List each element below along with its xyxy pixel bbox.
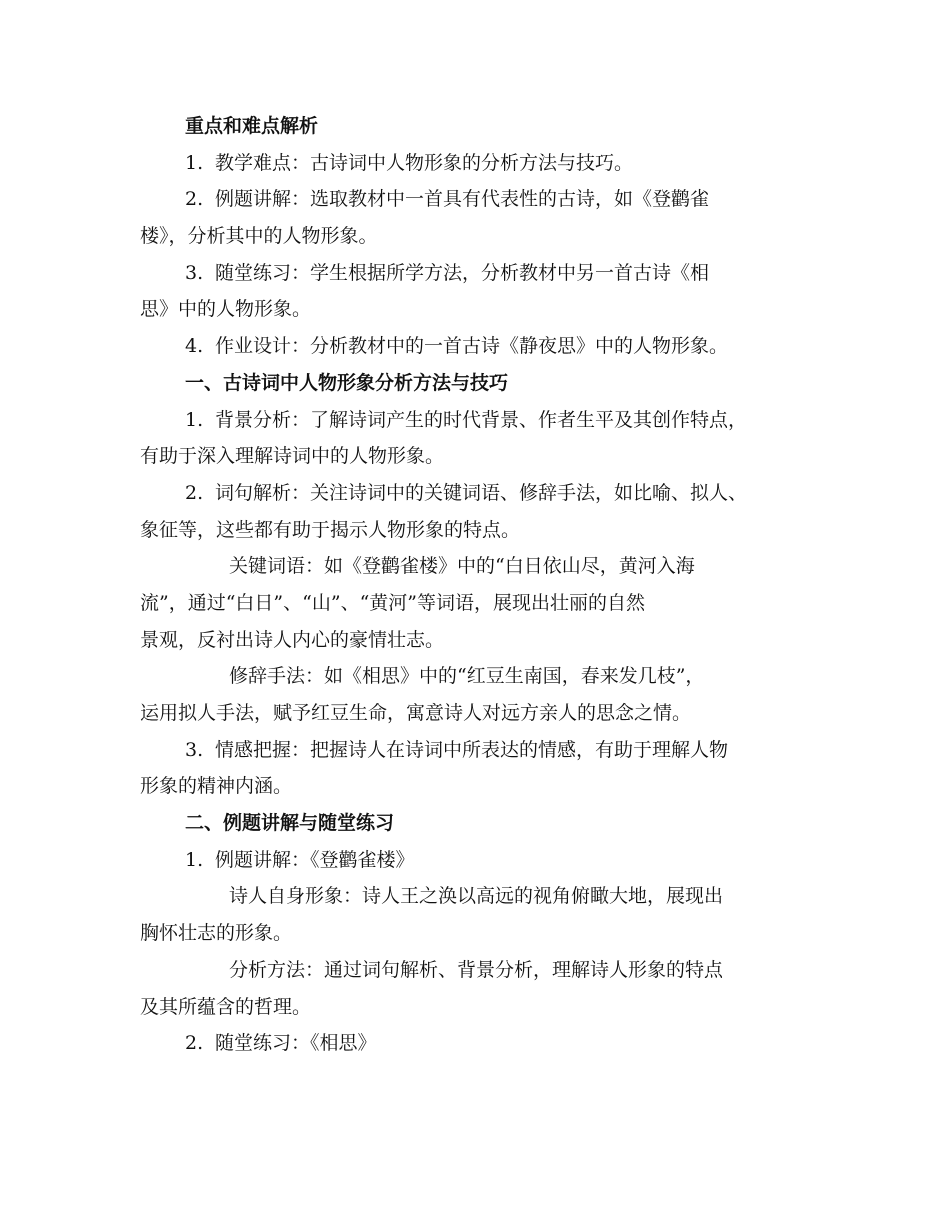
section-2-poet-image-line-2: 胸怀壮志的形象。	[140, 922, 293, 945]
section-1-item-2-continued: 象征等，这些都有助于揭示人物形象的特点。	[140, 518, 521, 541]
section-1-item-1-continued: 有助于深入理解诗词中的人物形象。	[140, 445, 445, 468]
key-item-2-continued: 楼》，分析其中的人物形象。	[140, 225, 378, 248]
key-item-2: 2. 例题讲解：选取教材中一首具有代表性的古诗，如《登鹳雀	[185, 188, 710, 211]
document-page	[140, 108, 820, 1062]
section-1-keywords-line-1: 关键词语：如《登鹳雀楼》中的“白日依山尽，黄河入海	[229, 555, 695, 578]
section-1-item-3-continued: 形象的精神内涵。	[140, 775, 293, 798]
section-1-title: 一、古诗词中人物形象分析方法与技巧	[185, 371, 509, 394]
section-2-method-line-2: 及其所蕴含的哲理。	[140, 995, 312, 1018]
key-item-3: 3. 随堂练习：学生根据所学方法，分析教材中另一首古诗《相	[185, 261, 710, 284]
section-2-title: 二、例题讲解与随堂练习	[185, 812, 395, 835]
key-item-1: 1. 教学难点：古诗词中人物形象的分析方法与技巧。	[185, 151, 634, 174]
key-item-3-continued: 思》中的人物形象。	[140, 298, 312, 321]
heading-key-points: 重点和难点解析	[185, 115, 319, 137]
section-1-keywords-line-3: 景观，反衬出诗人内心的豪情壮志。	[140, 628, 445, 651]
section-1-item-1: 1. 背景分析：了解诗词产生的时代背景、作者生平及其创作特点，	[185, 408, 748, 431]
section-1-rhetoric-line-2: 运用拟人手法，赋予红豆生命，寓意诗人对远方亲人的思念之情。	[140, 702, 692, 724]
section-1-rhetoric-line-1: 修辞手法：如《相思》中的“红豆生南国，春来发几枝”，	[229, 665, 705, 688]
section-2-item-2: 2. 随堂练习：《相思》	[185, 1032, 377, 1055]
key-item-4: 4. 作业设计：分析教材中的一首古诗《静夜思》中的人物形象。	[185, 335, 729, 358]
section-1-keywords-line-2: 流”，通过“白日”、“山”、“黄河”等词语，展现出壮丽的自然	[140, 591, 645, 614]
section-1-item-2: 2. 词句解析：关注诗词中的关键词语、修辞手法，如比喻、拟人、	[185, 481, 748, 504]
section-2-method-line-1: 分析方法：通过词句解析、背景分析，理解诗人形象的特点	[229, 958, 724, 981]
section-2-poet-image-line-1: 诗人自身形象：诗人王之涣以高远的视角俯瞰大地，展现出	[229, 885, 724, 908]
section-1-item-3: 3. 情感把握：把握诗人在诗词中所表达的情感，有助于理解人物	[185, 738, 729, 761]
section-2-item-1: 1. 例题讲解：《登鹳雀楼》	[185, 848, 415, 871]
